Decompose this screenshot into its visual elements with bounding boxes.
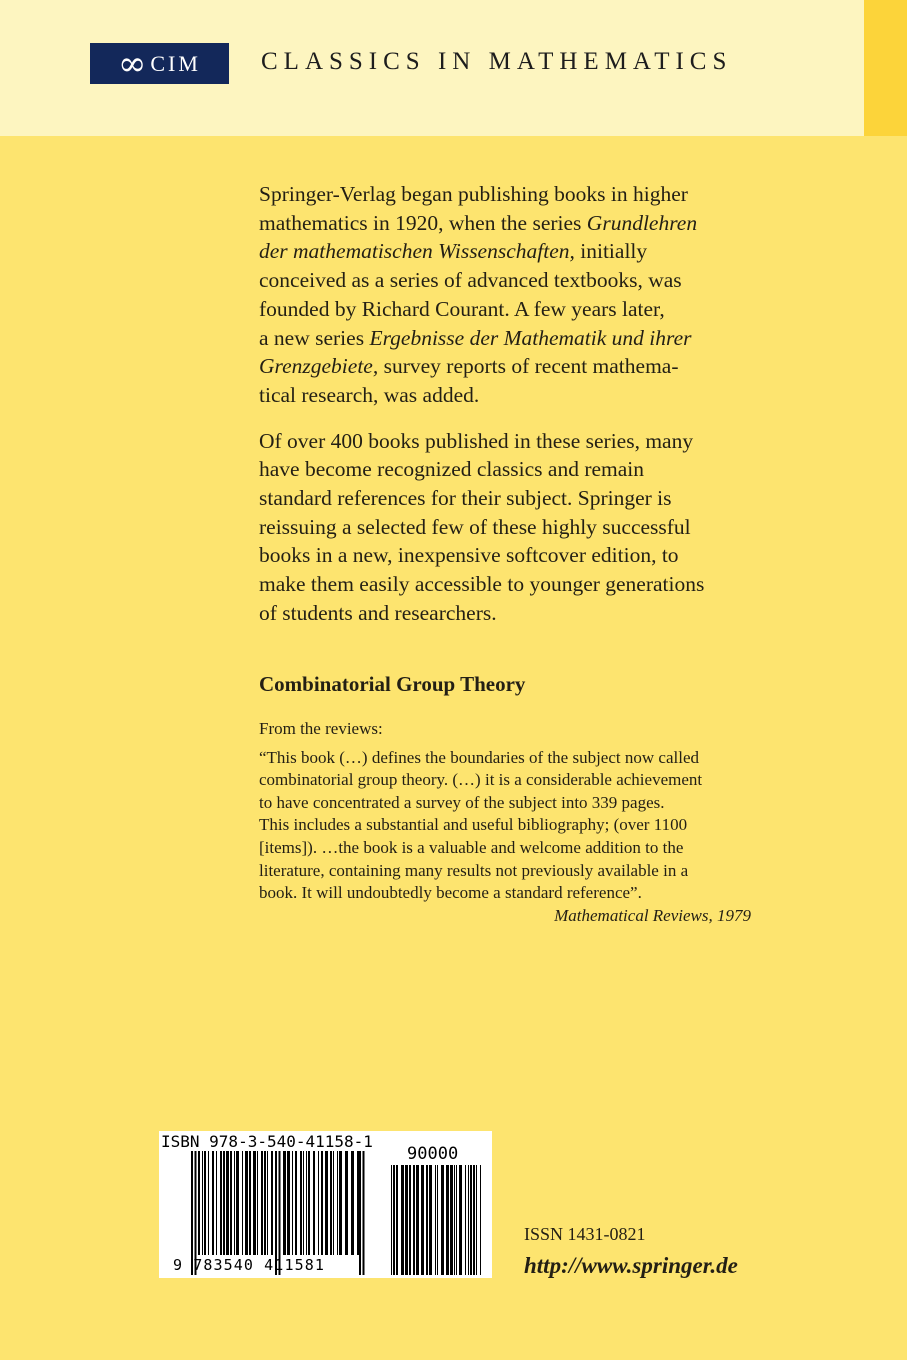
barcode-bar: [391, 1165, 392, 1275]
barcode-bar: [401, 1165, 404, 1275]
intro-text: [259, 180, 759, 645]
barcode-bar: [220, 1151, 222, 1255]
intro-line: reissuing a selected few of these highly successful: [259, 514, 691, 539]
barcode-bar: [459, 1165, 462, 1275]
barcode-bar: [339, 1151, 342, 1255]
intro-line: [259, 295, 759, 324]
barcode-bar: [292, 1151, 293, 1255]
text-run: conceived as a series of advanced textbooks, was: [259, 268, 682, 293]
logo-text: CIM: [150, 50, 201, 76]
header-edge-strip: [864, 0, 907, 136]
book-title: Combinatorial Group Theory: [259, 672, 526, 696]
barcode-bar: [357, 1151, 359, 1255]
barcode-bar: [396, 1165, 398, 1275]
intro-line: [259, 180, 759, 209]
barcode-bar: [465, 1165, 466, 1275]
reviews-section: [259, 718, 759, 927]
barcode-bar: [264, 1151, 266, 1255]
intro-line: [259, 266, 759, 295]
barcode-bar: [416, 1165, 419, 1275]
barcode-bar: [441, 1165, 444, 1275]
barcode-bar: [330, 1151, 332, 1255]
review-quote-line: to have concentrated a survey of the subject into 339 pages.: [259, 792, 665, 812]
intro-line: standard references for their subject. Springer is: [259, 486, 672, 511]
barcode-bar: [234, 1151, 235, 1255]
barcode-bar: [216, 1151, 217, 1255]
series-title: CLASSICS IN MATHEMATICS: [261, 48, 733, 75]
barcode-bar: [421, 1165, 424, 1275]
barcode-bar: [202, 1151, 203, 1255]
barcode-bar: [468, 1165, 469, 1275]
barcode-bar: [271, 1151, 273, 1255]
barcode-bar: [345, 1151, 348, 1255]
barcode-bar: [303, 1151, 304, 1255]
barcode-bar: [480, 1165, 481, 1275]
intro-line: [259, 237, 759, 266]
barcode-bar: [308, 1151, 310, 1255]
barcode-bar: [450, 1165, 453, 1275]
barcode-bar: [230, 1151, 232, 1255]
barcode-bar: [267, 1151, 268, 1255]
barcode-bar: [300, 1151, 302, 1255]
barcode-addon-number: 90000: [407, 1144, 459, 1164]
barcode-digits: 9 783540 411581: [173, 1256, 325, 1274]
barcode-bar: [212, 1151, 214, 1255]
intro-paragraph-2: [259, 427, 759, 628]
barcode-bar: [351, 1151, 354, 1255]
barcode-bar: [473, 1165, 475, 1275]
barcode-bar: [249, 1151, 251, 1255]
barcode-bar: [245, 1151, 248, 1255]
italic-series-name: Grundlehren: [586, 210, 698, 235]
barcode-bar: [198, 1151, 200, 1255]
barcode-bar: [413, 1165, 415, 1275]
barcode-bar: [333, 1151, 334, 1255]
review-quote-line: literature, containing many results not previously available in a: [259, 860, 689, 880]
barcode-bar: [437, 1165, 438, 1275]
barcode-bar: [321, 1151, 323, 1255]
barcode-bar: [236, 1151, 239, 1255]
barcode-bar: [283, 1151, 286, 1255]
barcode-bar: [429, 1165, 432, 1275]
barcode-bar: [426, 1165, 428, 1275]
publisher-url[interactable]: http://www.springer.de: [524, 1253, 738, 1278]
barcode-bar: [456, 1165, 457, 1275]
italic-series-name: Ergebnisse der Mathematik und ihrer: [369, 325, 692, 350]
barcode-bar: [208, 1151, 209, 1255]
review-quote-line: This includes a substantial and useful bibliography; (over 1100: [259, 815, 688, 835]
infinity-icon: ∞: [118, 43, 147, 84]
text-run: mathematics in 1920, when the series: [259, 210, 587, 235]
barcode-bar: [287, 1151, 290, 1255]
barcode-bar: [325, 1151, 328, 1255]
text-run: Springer-Verlag began publishing books in higher: [259, 182, 688, 206]
text-run: tical research, was added.: [259, 382, 480, 407]
barcode-bar: [359, 1151, 361, 1275]
barcode-bar: [253, 1151, 256, 1255]
review-quote-line: book. It will undoubtedly become a standard reference”.: [259, 883, 642, 903]
review-quote: [259, 747, 759, 905]
intro-line: [259, 324, 759, 353]
barcode-bar: [446, 1165, 449, 1275]
barcode-bar: [261, 1151, 263, 1255]
barcode-bar: [257, 1151, 258, 1255]
barcode-bar: [363, 1151, 365, 1275]
barcode-bar: [476, 1165, 477, 1275]
barcode-bar: [306, 1151, 307, 1255]
review-citation: Mathematical Reviews, 1979: [554, 905, 751, 925]
italic-series-name: der mathematischen Wissenschaften,: [259, 239, 575, 264]
barcode-isbn-label: ISBN 978-3-540-41158-1: [161, 1132, 373, 1151]
barcode-bar: [435, 1165, 436, 1275]
review-quote-line: “This book (…) defines the boundaries of the subject now called: [259, 747, 699, 767]
text-run: survey reports of recent mathema-: [378, 354, 679, 379]
italic-series-name: Grenzgebiete,: [259, 354, 379, 379]
barcode-bar: [454, 1165, 455, 1275]
barcode-bar: [470, 1165, 472, 1275]
intro-line: make them easily accessible to younger generations: [259, 572, 705, 597]
barcode-bar: [409, 1165, 411, 1275]
review-quote-line: combinatorial group theory. (…) it is a considerable achievement: [259, 770, 703, 790]
barcode-bar: [393, 1165, 395, 1275]
cim-logo: [90, 43, 229, 84]
intro-paragraph-1: [259, 180, 759, 410]
barcode: [159, 1131, 492, 1278]
barcode-bar: [242, 1151, 243, 1255]
intro-line: [259, 352, 759, 381]
intro-line: Of over 400 books published in these series, many: [259, 428, 694, 453]
barcode-bar: [318, 1151, 319, 1255]
issn: ISSN 1431-0821: [524, 1224, 646, 1244]
intro-line: [259, 209, 759, 238]
barcode-bar: [223, 1151, 225, 1255]
barcode-bar: [337, 1151, 338, 1255]
barcode-bar: [313, 1151, 315, 1255]
intro-line: books in a new, inexpensive softcover edition, to: [259, 543, 679, 568]
barcode-bar: [405, 1165, 408, 1275]
text-run: founded by Richard Courant. A few years later,: [259, 296, 665, 321]
text-run: a new series: [259, 325, 370, 350]
intro-line: have become recognized classics and remain: [259, 457, 645, 482]
review-quote-line: [items]). …the book is a valuable and welcome addition to the: [259, 837, 684, 857]
intro-line: of students and researchers.: [259, 600, 497, 625]
barcode-bar: [226, 1151, 229, 1255]
text-run: initially: [574, 239, 648, 264]
reviews-heading: From the reviews:: [259, 719, 383, 738]
barcode-bar: [295, 1151, 297, 1255]
intro-line: [259, 381, 759, 410]
barcode-bar: [204, 1151, 206, 1255]
